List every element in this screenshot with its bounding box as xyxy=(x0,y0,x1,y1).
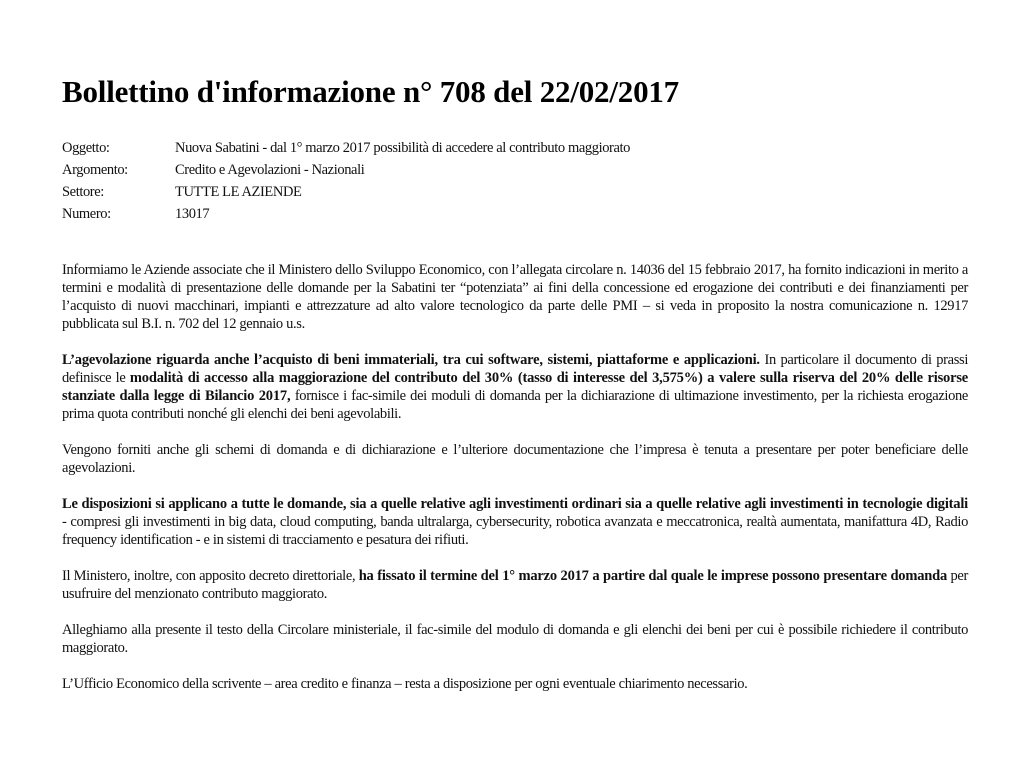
paragraph-text: per usufruire del menzionato contributo maggiorato. xyxy=(62,568,969,602)
paragraph-termine xyxy=(62,567,968,603)
meta-row-oggetto xyxy=(62,137,630,159)
meta-row-settore xyxy=(62,181,630,203)
meta-value: Credito e Agevolazioni - Nazionali xyxy=(175,162,365,178)
bold-text: L’agevolazione riguarda anche l’acquisto di beni immateriali, tra cui software, sistemi, piattaforme e applicazioni. xyxy=(62,352,760,368)
meta-row-numero xyxy=(62,203,630,225)
paragraph-allegati: Alleghiamo alla presente il testo della Circolare ministeriale, il fac-simile del modulo di domanda e gli elenchi dei beni per cui è possibile richiedere il contributo maggiorato. xyxy=(62,622,968,656)
meta-value: 13017 xyxy=(175,206,210,222)
paragraph-disposizioni xyxy=(62,495,968,549)
metadata-table xyxy=(62,137,630,225)
bold-text: Le disposizioni si applicano a tutte le domande, sia a quelle relative agli investimenti ordinari sia a quelle relative agli investimenti in tecnologie digitali xyxy=(62,496,968,512)
meta-label: Argomento: xyxy=(62,162,128,178)
paragraph-text: Il Ministero, inoltre, con apposito decreto direttoriale, xyxy=(62,568,359,584)
page-title: Bollettino d'informazione n° 708 del 22/02/2017 xyxy=(62,74,679,109)
paragraph-agevolazione xyxy=(62,351,968,423)
paragraph-intro: Informiamo le Aziende associate che il Ministero dello Sviluppo Economico, con l’allegata circolare n. 14036 del 15 febbraio 2017, ha fornito indicazioni in merito a termini e modalità di presentazione delle domande per la Sabatini ter “potenziata” ai fini della concessione ed erogazione dei contributi e dei finanziamenti per l’acquisto di nuovi macchinari, impianti e attrezzature ad alto valore tecnologico da parte delle PMI – si veda in proposito la nostra comunicazione n. 12917 pubblicata sul B.I. n. 702 del 12 gennaio u.s. xyxy=(62,262,968,332)
paragraph-text: fornisce i fac-simile dei moduli di domanda per la dichiarazione di ultimazione investimento, per la richiesta erogazione prima quota contributi nonché gli elenchi dei beni agevolabili. xyxy=(62,388,968,422)
meta-label: Oggetto: xyxy=(62,140,110,156)
paragraph-ufficio: L’Ufficio Economico della scrivente – area credito e finanza – resta a disposizione per ogni eventuale chiarimento necessario. xyxy=(62,676,748,692)
meta-value: Nuova Sabatini - dal 1° marzo 2017 possibilità di accedere al contributo maggiorato xyxy=(175,140,630,156)
paragraph-text: - compresi gli investimenti in big data, cloud computing, banda ultralarga, cybersecurity, robotica avanzata e meccatronica, realtà aumentata, manifattura 4D, Radio frequency identification - e in sistemi di tracciamento e pesatura dei rifiuti. xyxy=(62,514,968,548)
document-body xyxy=(62,261,968,693)
meta-row-argomento xyxy=(62,159,630,181)
paragraph-schemi: Vengono forniti anche gli schemi di domanda e di dichiarazione e l’ulteriore documentazione che l’impresa è tenuta a presentare per poter beneficiare delle agevolazioni. xyxy=(62,442,968,476)
meta-label: Numero: xyxy=(62,206,111,222)
meta-label: Settore: xyxy=(62,184,104,200)
bold-text: modalità di accesso alla maggiorazione del contributo del 30% (tasso di interesse del 3,575%) a valere sulla riserva del 20% delle risorse stanziate dalla legge di Bilancio 2017, xyxy=(62,370,968,404)
paragraph-text: In particolare il documento di prassi definisce le xyxy=(62,352,969,386)
meta-value: TUTTE LE AZIENDE xyxy=(175,184,302,200)
bold-text: ha fissato il termine del 1° marzo 2017 a partire dal quale le imprese possono presentare domanda xyxy=(358,568,948,584)
